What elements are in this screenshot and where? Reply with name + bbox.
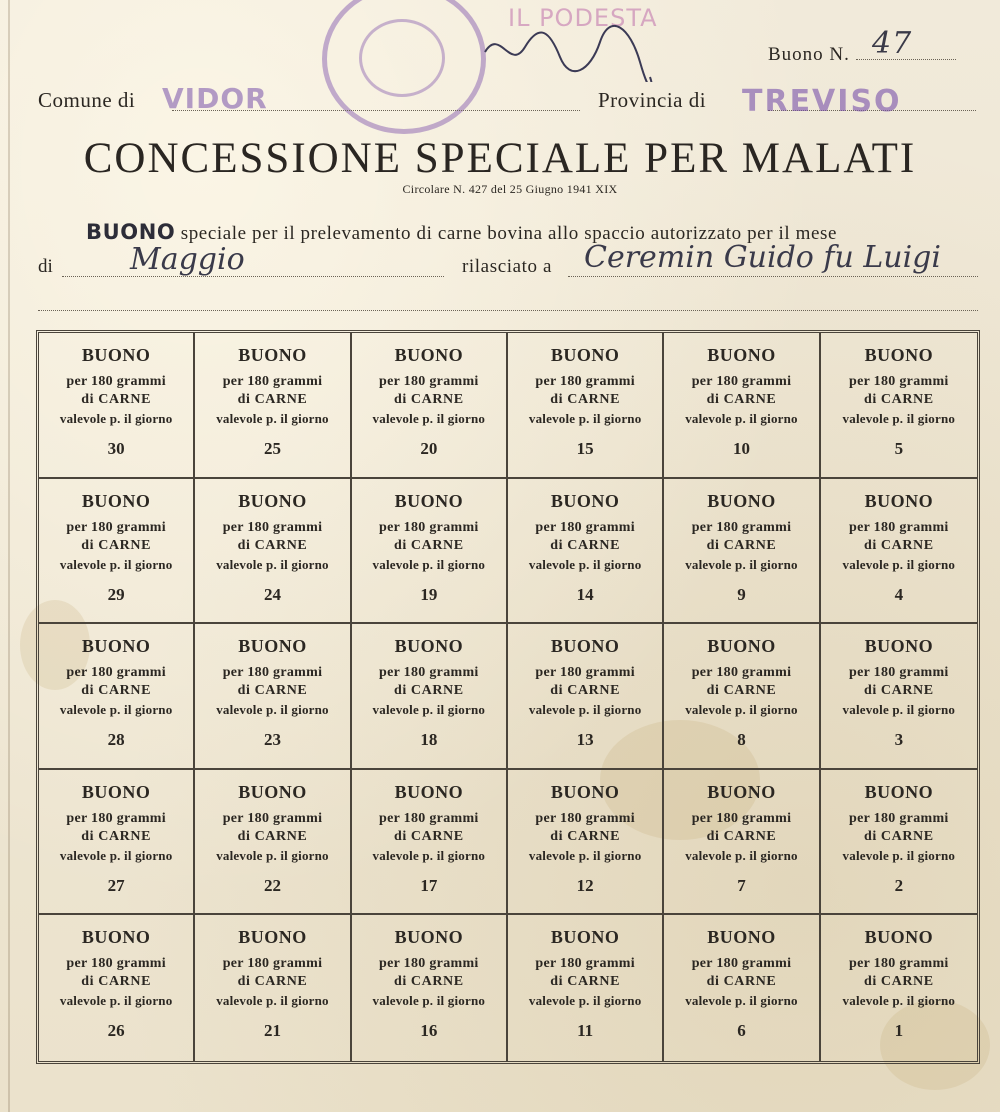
coupon-validity: valevole p. il giorno xyxy=(842,702,956,718)
coupon-cell xyxy=(195,479,351,625)
coupon-item: di CARNE xyxy=(81,392,152,407)
coupon-item: di CARNE xyxy=(863,392,934,407)
coupon-day: 24 xyxy=(263,584,281,604)
coupon-day: 21 xyxy=(263,1021,281,1041)
coupon-grid xyxy=(36,330,980,1064)
coupon-day: 8 xyxy=(737,730,746,750)
coupon-day: 11 xyxy=(577,1021,594,1041)
coupon-number xyxy=(768,26,956,66)
coupon-title: BUONO xyxy=(394,490,464,511)
coupon-cell xyxy=(664,624,820,770)
coupon-title: BUONO xyxy=(238,636,307,657)
coupon-quantity: per 180 grammi xyxy=(849,956,949,972)
coupon-cell xyxy=(508,479,664,625)
coupon-validity: valevole p. il giorno xyxy=(528,847,642,863)
coupon-validity: valevole p. il giorno xyxy=(216,411,329,426)
coupon-title: BUONO xyxy=(864,927,934,948)
coupon-title: BUONO xyxy=(394,636,464,657)
coupon-validity: valevole p. il giorno xyxy=(372,411,486,426)
coupon-validity: valevole p. il giorno xyxy=(372,847,486,863)
coupon-validity: valevole p. il giorno xyxy=(372,556,486,572)
coupon-cell xyxy=(821,479,977,625)
coupon-quantity: per 180 grammi xyxy=(379,665,479,681)
coupon-item: di CARNE xyxy=(237,828,308,844)
coupon-day: 29 xyxy=(107,584,125,604)
provincia-label: Provincia di xyxy=(598,88,707,112)
coupon-validity: valevole p. il giorno xyxy=(216,556,329,572)
coupon-day: 14 xyxy=(576,584,594,604)
coupon-title: BUONO xyxy=(81,345,151,365)
coupon-title: BUONO xyxy=(864,781,934,802)
coupon-item: di CARNE xyxy=(550,828,621,844)
coupon-quantity: per 180 grammi xyxy=(222,956,323,972)
coupon-quantity: per 180 grammi xyxy=(535,956,635,972)
coupon-title: BUONO xyxy=(864,345,934,365)
coupon-title: BUONO xyxy=(707,927,776,948)
coupon-quantity: per 180 grammi xyxy=(66,956,166,972)
coupon-cell xyxy=(664,770,820,916)
coupon-day: 6 xyxy=(737,1021,746,1041)
coupon-quantity: per 180 grammi xyxy=(535,519,635,535)
coupon-quantity: per 180 grammi xyxy=(66,665,166,681)
coupon-title: BUONO xyxy=(707,490,776,511)
coupon-item: di CARNE xyxy=(81,683,152,699)
coupon-quantity: per 180 grammi xyxy=(849,810,949,826)
coupon-quantity: per 180 grammi xyxy=(691,810,792,826)
coupon-item: di CARNE xyxy=(237,974,308,990)
coupon-cell xyxy=(195,333,351,479)
coupon-item: di CARNE xyxy=(237,683,308,699)
coupon-quantity: per 180 grammi xyxy=(379,374,479,389)
coupon-item: di CARNE xyxy=(550,537,621,553)
coupon-day: 1 xyxy=(894,1021,904,1041)
coupon-cell xyxy=(195,915,351,1061)
coupon-quantity: per 180 grammi xyxy=(379,956,479,972)
coupon-validity: valevole p. il giorno xyxy=(59,411,173,426)
coupon-cell xyxy=(352,479,508,625)
coupon-cell xyxy=(352,770,508,916)
coupon-day: 9 xyxy=(737,584,746,604)
coupon-quantity: per 180 grammi xyxy=(849,374,949,389)
provincia-value: TREVISO xyxy=(742,84,902,119)
coupon-cell xyxy=(352,624,508,770)
coupon-item: di CARNE xyxy=(237,537,308,553)
coupon-validity: valevole p. il giorno xyxy=(842,556,956,572)
body-text: speciale per il prelevamento di carne bovina allo spaccio autorizzato per il mese xyxy=(180,223,838,244)
coupon-quantity: per 180 grammi xyxy=(849,519,949,535)
coupon-title: BUONO xyxy=(550,490,620,511)
coupon-item: di CARNE xyxy=(863,683,934,699)
coupon-item: di CARNE xyxy=(863,828,934,844)
card-header xyxy=(0,0,1000,330)
coupon-title: BUONO xyxy=(550,636,620,657)
coupon-cell xyxy=(352,333,508,479)
coupon-item: di CARNE xyxy=(81,974,152,990)
coupon-validity: valevole p. il giorno xyxy=(59,702,173,718)
coupon-cell xyxy=(821,333,977,479)
coupon-cell xyxy=(39,624,195,770)
coupon-item: di CARNE xyxy=(706,537,777,553)
coupon-quantity: per 180 grammi xyxy=(222,374,323,389)
coupon-validity: valevole p. il giorno xyxy=(685,411,798,426)
coupon-quantity: per 180 grammi xyxy=(535,374,635,389)
coupon-day: 4 xyxy=(894,584,904,604)
divider xyxy=(38,310,978,311)
coupon-title: BUONO xyxy=(864,636,934,657)
coupon-cell xyxy=(821,770,977,916)
coupon-quantity: per 180 grammi xyxy=(691,519,792,535)
coupon-day: 16 xyxy=(420,1021,438,1041)
coupon-day: 12 xyxy=(576,875,594,895)
coupon-item: di CARNE xyxy=(706,974,777,990)
coupon-title: BUONO xyxy=(550,781,620,802)
coupon-validity: valevole p. il giorno xyxy=(528,702,642,718)
coupon-day: 28 xyxy=(107,730,125,750)
coupon-day: 30 xyxy=(107,439,125,458)
coupon-item: di CARNE xyxy=(863,537,934,553)
coupon-quantity: per 180 grammi xyxy=(222,519,323,535)
coupon-validity: valevole p. il giorno xyxy=(59,847,173,863)
coupon-quantity: per 180 grammi xyxy=(691,956,792,972)
coupon-day: 5 xyxy=(894,439,904,458)
coupon-validity: valevole p. il giorno xyxy=(685,556,798,572)
coupon-validity: valevole p. il giorno xyxy=(685,993,798,1009)
coupon-quantity: per 180 grammi xyxy=(222,810,323,826)
signature-icon xyxy=(480,22,680,82)
coupon-cell xyxy=(39,770,195,916)
coupon-item: di CARNE xyxy=(706,828,777,844)
coupon-title: BUONO xyxy=(81,927,151,948)
coupon-cell xyxy=(352,915,508,1061)
coupon-day: 26 xyxy=(107,1021,125,1041)
coupon-cell xyxy=(508,624,664,770)
coupon-validity: valevole p. il giorno xyxy=(216,847,329,863)
coupon-day: 7 xyxy=(737,875,746,895)
coupon-cell xyxy=(821,624,977,770)
coupon-item: di CARNE xyxy=(706,392,777,407)
coupon-title: BUONO xyxy=(707,636,776,657)
coupon-day: 13 xyxy=(576,730,594,750)
coupon-title: BUONO xyxy=(238,345,307,365)
coupon-validity: valevole p. il giorno xyxy=(216,702,329,718)
coupon-title: BUONO xyxy=(81,781,151,802)
coupon-item: di CARNE xyxy=(706,683,777,699)
coupon-cell xyxy=(39,915,195,1061)
coupon-item: di CARNE xyxy=(550,392,621,407)
coupon-day: 27 xyxy=(107,875,125,895)
coupon-item: di CARNE xyxy=(81,828,152,844)
coupon-validity: valevole p. il giorno xyxy=(528,556,642,572)
coupon-day: 22 xyxy=(263,875,281,895)
month-label: di xyxy=(38,256,53,277)
coupon-cell xyxy=(508,770,664,916)
recipient-label: rilasciato a xyxy=(462,256,553,277)
coupon-quantity: per 180 grammi xyxy=(379,810,479,826)
coupon-quantity: per 180 grammi xyxy=(849,665,949,681)
month-recipient-row xyxy=(38,240,978,286)
coupon-title: BUONO xyxy=(707,345,776,365)
coupon-day: 23 xyxy=(263,730,281,750)
coupon-number-label: Buono N. xyxy=(768,44,850,65)
coupon-validity: valevole p. il giorno xyxy=(685,847,798,863)
coupon-day: 17 xyxy=(420,875,438,895)
coupon-quantity: per 180 grammi xyxy=(535,665,635,681)
coupon-validity: valevole p. il giorno xyxy=(59,993,173,1009)
buono-word: BUONO xyxy=(86,220,176,244)
coupon-validity: valevole p. il giorno xyxy=(528,993,642,1009)
coupon-item: di CARNE xyxy=(863,974,934,990)
coupon-validity: valevole p. il giorno xyxy=(216,993,329,1009)
coupon-quantity: per 180 grammi xyxy=(691,374,792,389)
coupon-validity: valevole p. il giorno xyxy=(372,993,486,1009)
coupon-item: di CARNE xyxy=(550,683,621,699)
coupon-day: 15 xyxy=(576,439,594,458)
coupon-cell xyxy=(195,624,351,770)
coupon-title: BUONO xyxy=(550,927,620,948)
coupon-title: BUONO xyxy=(394,345,464,365)
coupon-quantity: per 180 grammi xyxy=(691,665,792,681)
coupon-title: BUONO xyxy=(238,490,307,511)
coupon-item: di CARNE xyxy=(393,537,464,553)
coupon-cell xyxy=(664,479,820,625)
coupon-quantity: per 180 grammi xyxy=(66,810,166,826)
coupon-item: di CARNE xyxy=(237,392,308,407)
coupon-day: 2 xyxy=(894,875,904,895)
coupon-item: di CARNE xyxy=(393,683,464,699)
coupon-day: 3 xyxy=(894,730,904,750)
coupon-item: di CARNE xyxy=(393,392,464,407)
page-title: CONCESSIONE SPECIALE PER MALATI xyxy=(83,135,917,182)
coupon-cell xyxy=(39,479,195,625)
comune-label: Comune di xyxy=(38,88,136,112)
coupon-validity: valevole p. il giorno xyxy=(528,411,642,426)
podesta-stamp: IL PODESTA xyxy=(508,4,658,32)
coupon-validity: valevole p. il giorno xyxy=(842,411,956,426)
coupon-day: 10 xyxy=(732,439,750,458)
coupon-quantity: per 180 grammi xyxy=(66,374,166,389)
coupon-quantity: per 180 grammi xyxy=(379,519,479,535)
coupon-title: BUONO xyxy=(238,781,307,802)
coupon-validity: valevole p. il giorno xyxy=(59,556,173,572)
month-value: Maggio xyxy=(130,242,245,277)
coupon-day: 25 xyxy=(263,439,281,458)
coupon-item: di CARNE xyxy=(393,974,464,990)
coupon-validity: valevole p. il giorno xyxy=(842,993,956,1009)
coupon-quantity: per 180 grammi xyxy=(66,519,166,535)
coupon-day: 20 xyxy=(420,439,438,458)
coupon-quantity: per 180 grammi xyxy=(535,810,635,826)
coupon-item: di CARNE xyxy=(81,537,152,553)
coupon-cell xyxy=(508,915,664,1061)
circular-reference: Circolare N. 427 del 25 Giugno 1941 XIX xyxy=(402,182,618,196)
coupon-title: BUONO xyxy=(81,490,151,511)
coupon-title: BUONO xyxy=(394,781,464,802)
coupon-title: BUONO xyxy=(238,927,307,948)
coupon-cell xyxy=(39,333,195,479)
coupon-cell xyxy=(821,915,977,1061)
coupon-cell xyxy=(664,333,820,479)
coupon-cell xyxy=(195,770,351,916)
coupon-title: BUONO xyxy=(394,927,464,948)
coupon-title: BUONO xyxy=(81,636,151,657)
coupon-day: 18 xyxy=(420,730,438,750)
coupon-validity: valevole p. il giorno xyxy=(685,702,798,718)
coupon-item: di CARNE xyxy=(550,974,621,990)
coupon-day: 19 xyxy=(420,584,438,604)
coupon-quantity: per 180 grammi xyxy=(222,665,323,681)
coupon-title: BUONO xyxy=(707,781,776,802)
coupon-title: BUONO xyxy=(550,345,620,365)
coupon-item: di CARNE xyxy=(393,828,464,844)
comune-value: VIDOR xyxy=(162,82,268,115)
coupon-validity: valevole p. il giorno xyxy=(372,702,486,718)
coupon-title: BUONO xyxy=(864,490,934,511)
coupon-validity: valevole p. il giorno xyxy=(842,847,956,863)
coupon-cell xyxy=(508,333,664,479)
coupon-cell xyxy=(664,915,820,1061)
recipient-value: Ceremin Guido fu Luigi xyxy=(584,240,941,275)
comune-provincia-row xyxy=(38,82,978,119)
coupon-number-value: 47 xyxy=(872,26,913,61)
